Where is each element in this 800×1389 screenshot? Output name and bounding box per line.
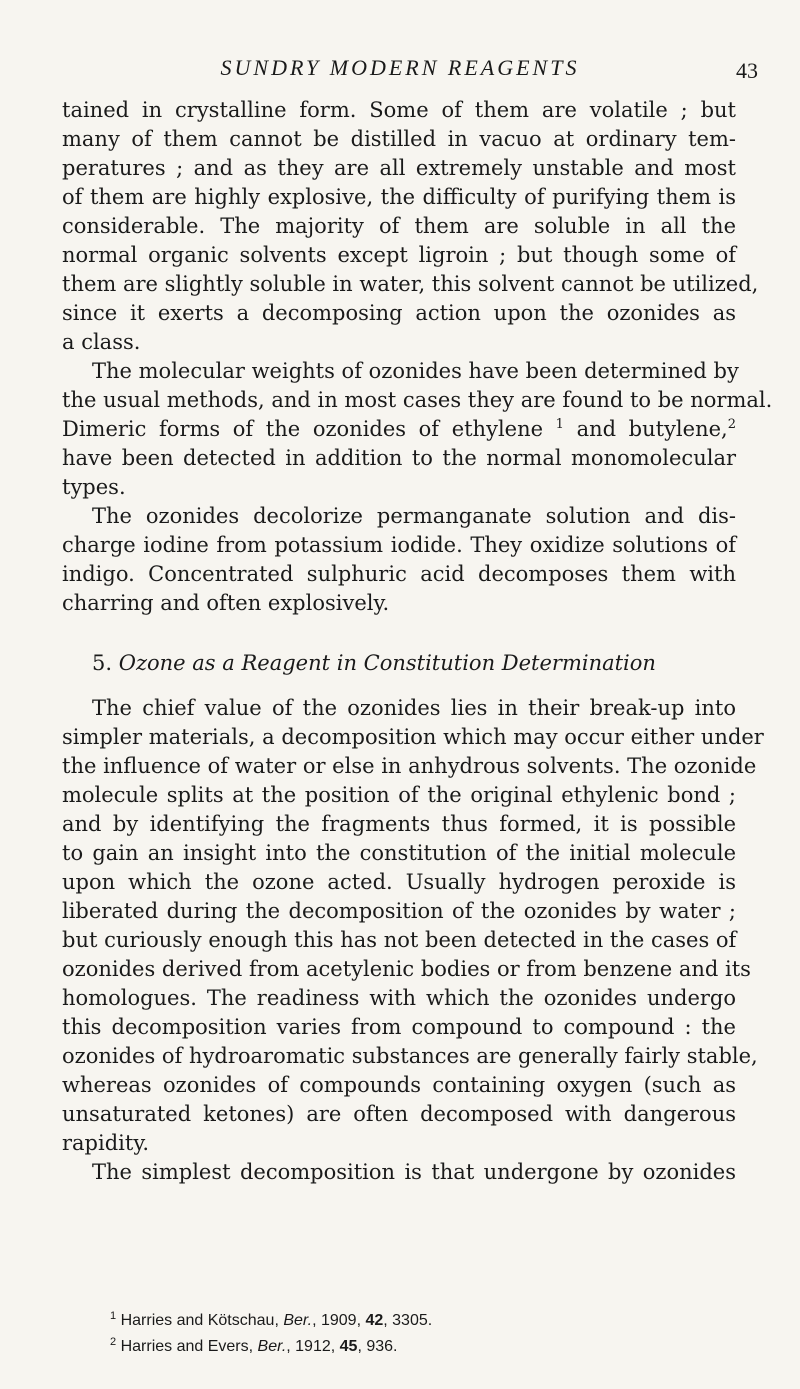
footnote-page: , 3305. [383,1312,433,1329]
text-line: and by identifying the fragments thus formed, it is possible [62,812,736,836]
text-line: types. [62,475,126,499]
footnote-journal: Ber. [283,1312,313,1329]
text-segment: Dimeric forms of the ozonides of ethylene [62,417,556,441]
footnote-year: , 1909, [312,1312,366,1329]
text-line: simpler materials, a decomposition which may occur either under [62,725,764,749]
footnote-ref-2[interactable]: 2 [727,417,736,432]
text-line: whereas ozonides of compounds containing oxygen (such as [62,1073,736,1097]
text-line: the usual methods, and in most cases they are found to be normal. [62,388,773,412]
text-line: since it exerts a decomposing action upon the ozonides as [62,301,736,325]
footnote-2 [110,1334,730,1360]
section-number: 5. [92,651,113,675]
footnote-volume: 45 [339,1338,358,1355]
text-line: ozonides of hydroaromatic substances are generally fairly stable, [62,1044,758,1068]
text-line: but curiously enough this has not been detected in the cases of [62,928,737,952]
text-line: many of them cannot be distilled in vacuo at ordinary tem- [62,127,736,151]
footnote-1 [110,1308,730,1334]
paragraph-3 [62,502,736,618]
text-line: upon which the ozone acted. Usually hydrogen peroxide is [62,870,736,894]
paragraph-4 [62,694,764,1158]
text-line: have been detected in addition to the normal monomolecular [62,446,736,470]
text-line: indigo. Concentrated sulphuric acid decomposes them with [62,562,736,586]
footnote-authors: Harries and Evers, [120,1338,258,1355]
text-line: The simplest decomposition is that undergone by ozonides [92,1160,736,1184]
footnote-mark: 1 [110,1310,117,1322]
text-line: them are slightly soluble in water, this solvent cannot be utilized, [62,272,759,296]
text-segment: and butylene, [563,417,728,441]
text-line: molecule splits at the position of the original ethylenic bond ; [62,783,736,807]
text-line-with-refs [62,415,736,444]
text-line: a class. [62,330,141,354]
text-line: charge iodine from potassium iodide. They oxidize solutions of [62,533,736,557]
text-line: ozonides derived from acetylenic bodies or from benzene and its [62,957,751,981]
text-line: charring and often explosively. [62,591,390,615]
running-header: SUNDRY MODERN REAGENTS [220,55,580,80]
text-line: normal organic solvents except ligroin ; but though some of [62,243,736,267]
section-title: Ozone as a Reagent in Constitution Determination [118,651,656,675]
paragraph-5 [62,1158,736,1187]
text-line: the influence of water or else in anhydrous solvents. The ozonide [62,754,757,778]
text-line: tained in crystalline form. Some of them are volatile ; but [62,98,736,122]
paragraph-2 [62,357,773,502]
text-line: of them are highly explosive, the difficulty of purifying them is [62,185,736,209]
text-line: The ozonides decolorize permanganate solution and dis- [92,504,736,528]
footnote-volume: 42 [365,1312,384,1329]
text-line: peratures ; and as they are all extremely unstable and most [62,156,736,180]
text-line: homologues. The readiness with which the ozonides undergo [62,986,736,1010]
text-line: unsaturated ketones) are often decomposed with dangerous [62,1102,736,1126]
footnote-journal: Ber. [257,1338,287,1355]
text-line: The chief value of the ozonides lies in their break-up into [92,696,736,720]
text-line: rapidity. [62,1131,150,1155]
paragraph-1 [62,96,759,357]
text-line: to gain an insight into the constitution of the initial molecule [62,841,736,865]
text-line: this decomposition varies from compound to compound : the [62,1015,736,1039]
footnote-ref-1[interactable]: 1 [555,417,564,432]
page-number: 43 [736,58,758,83]
footnote-page: , 936. [357,1338,398,1355]
footnote-mark: 2 [110,1336,117,1348]
footnote-authors: Harries and Kötschau, [120,1312,284,1329]
text-line: considerable. The majority of them are soluble in all the [62,214,736,238]
text-line: The molecular weights of ozonides have been determined by [92,359,739,383]
footnotes [110,1308,730,1360]
footnote-year: , 1912, [286,1338,340,1355]
section-heading [62,648,736,678]
text-line: liberated during the decomposition of the ozonides by water ; [62,899,736,923]
body-text [62,96,773,1187]
